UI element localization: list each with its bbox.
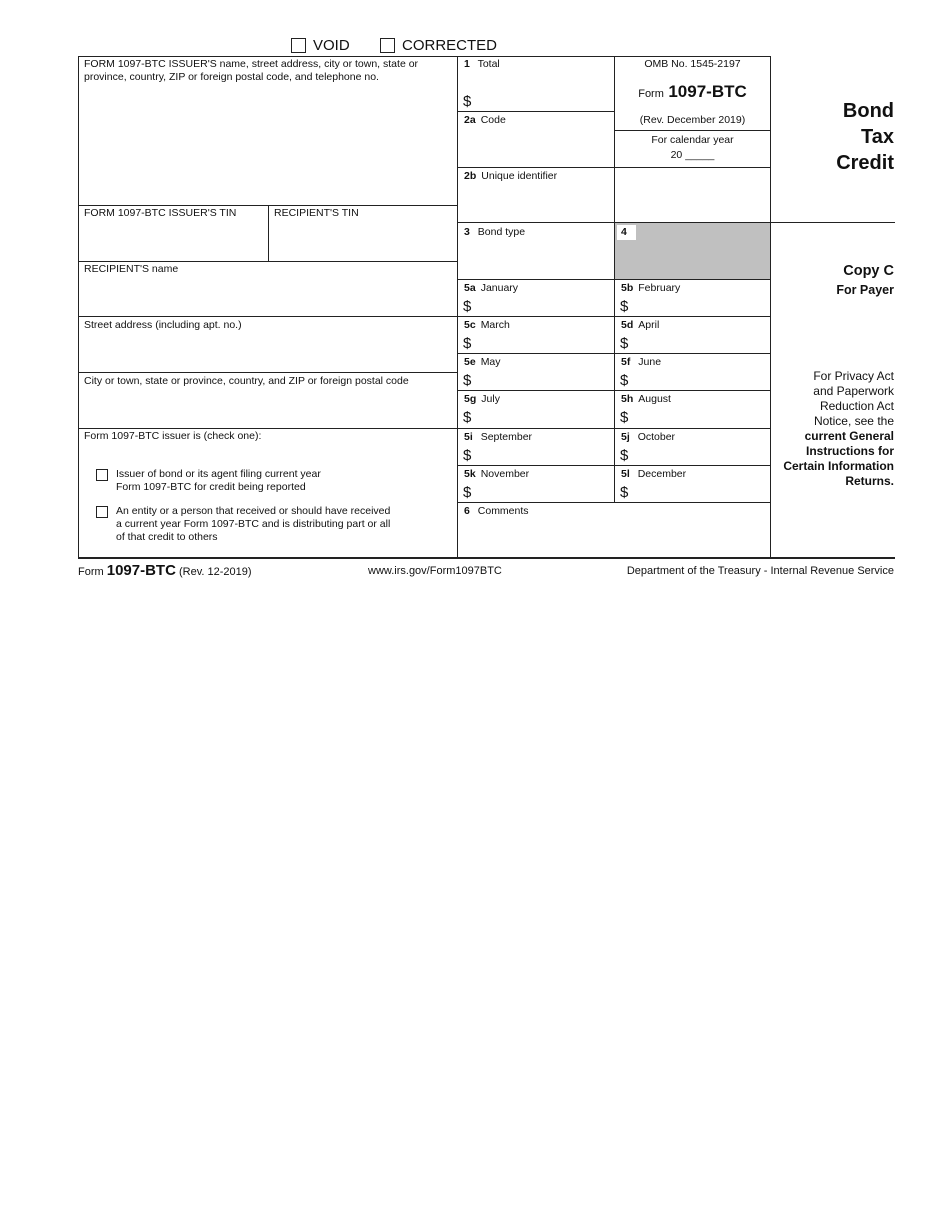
box-5h-text: August	[638, 393, 671, 405]
box-1-number: 1	[464, 58, 470, 70]
distributing-entity-checkbox[interactable]	[96, 506, 108, 518]
box-5k-november-field[interactable]	[475, 482, 611, 501]
box-5g-text: July	[481, 393, 500, 405]
city-state-field[interactable]	[79, 390, 457, 427]
issuer-info-field[interactable]	[79, 85, 457, 204]
box-3-bond-type-field[interactable]	[460, 242, 612, 277]
box-5f-label	[621, 356, 661, 369]
recipient-name-field[interactable]	[79, 278, 457, 315]
box-5f-june-field[interactable]	[632, 370, 768, 389]
box-5j-text: October	[637, 431, 676, 443]
distributing-entity-line2: a current year Form 1097-BTC and is distributing part or all	[116, 518, 391, 530]
box-2a-number: 2a	[464, 114, 476, 126]
form-name: 1097-BTC	[668, 82, 747, 101]
column-divider-1	[457, 56, 458, 558]
box-5i-label	[464, 431, 532, 444]
privacy-line6: Instructions for	[805, 444, 894, 458]
street-address-label: Street address (including apt. no.)	[84, 319, 242, 331]
box-5f-dollar: $	[620, 372, 629, 389]
box-5d-label	[621, 319, 659, 332]
void-checkbox[interactable]	[291, 38, 306, 53]
issuer-of-bond-line1: Issuer of bond or its agent filing current year	[116, 468, 321, 480]
box-5a-number: 5a	[464, 282, 476, 294]
column-divider-3	[770, 56, 771, 558]
privacy-line2: and Paperwork	[813, 384, 894, 398]
row-line	[78, 372, 458, 373]
issuer-of-bond-line2: Form 1097-BTC for credit being reported	[116, 481, 306, 493]
calendar-year-label: For calendar year	[651, 134, 734, 146]
side-title-line1: Bond	[842, 100, 894, 122]
privacy-notice	[783, 369, 894, 489]
box-5e-text: May	[480, 356, 501, 368]
for-payer-label: For Payer	[836, 283, 894, 297]
form-word: Form	[638, 88, 664, 100]
row-line	[457, 279, 771, 280]
box-5k-number: 5k	[464, 468, 476, 480]
box-5l-dollar: $	[620, 484, 629, 501]
box-2b-identifier-field[interactable]	[460, 186, 768, 220]
row-line	[457, 390, 771, 391]
box-5g-label	[464, 393, 500, 406]
box-5d-number: 5d	[621, 319, 634, 331]
issuer-of-bond-checkbox[interactable]	[96, 469, 108, 481]
box-5l-text: December	[637, 468, 687, 480]
side-title-line3: Credit	[836, 152, 894, 174]
box-5c-march-field[interactable]	[475, 333, 611, 352]
void-label: VOID	[313, 37, 350, 54]
row-line	[457, 502, 771, 503]
box-5j-october-field[interactable]	[632, 445, 768, 464]
box-5b-label	[621, 282, 680, 295]
row-line	[457, 428, 771, 429]
box-6-label	[464, 505, 529, 518]
form-top-border	[78, 56, 771, 57]
box-5e-number: 5e	[464, 356, 476, 368]
box-6-number: 6	[464, 505, 470, 517]
box-5k-dollar: $	[463, 484, 472, 501]
form-title	[615, 82, 770, 102]
box-5i-number: 5i	[464, 431, 473, 443]
box-4-number: 4	[621, 226, 627, 238]
box-5l-number: 5l	[621, 468, 630, 480]
year-prefix: 20	[670, 149, 683, 161]
box-5j-label	[621, 431, 675, 444]
box-5c-label	[464, 319, 510, 332]
corrected-checkbox[interactable]	[380, 38, 395, 53]
box-5g-july-field[interactable]	[475, 407, 611, 426]
issuer-tin-field[interactable]	[79, 222, 267, 260]
box-1-dollar: $	[463, 93, 472, 110]
box-2b-number: 2b	[464, 170, 477, 182]
box-5b-dollar: $	[620, 298, 629, 315]
row-line	[457, 111, 615, 112]
box-5i-september-field[interactable]	[475, 445, 611, 464]
box-5d-text: April	[638, 319, 660, 331]
footer-form-word: Form	[78, 566, 104, 578]
side-title-line2: Tax	[861, 126, 894, 148]
row-line	[614, 130, 771, 131]
box-5c-text: March	[480, 319, 510, 331]
row-line	[78, 261, 458, 262]
box-3-text: Bond type	[477, 226, 526, 238]
issuer-type-label: Form 1097-BTC issuer is (check one):	[84, 430, 262, 442]
footer-form-id	[78, 562, 252, 579]
issuer-tin-label: FORM 1097-BTC ISSUER'S TIN	[84, 207, 237, 219]
box-6-comments-field[interactable]	[460, 520, 768, 555]
box-5h-august-field[interactable]	[632, 407, 768, 426]
box-5a-label	[464, 282, 518, 295]
box-5g-dollar: $	[463, 409, 472, 426]
row-line	[457, 353, 771, 354]
box-2a-code-field[interactable]	[460, 130, 612, 165]
box-1-total-field[interactable]	[475, 90, 611, 110]
privacy-line4: Notice, see the	[813, 414, 894, 428]
box-4-label	[621, 226, 632, 239]
box-5d-dollar: $	[620, 335, 629, 352]
box-5h-number: 5h	[621, 393, 634, 405]
box-5h-label	[621, 393, 671, 406]
box-2a-label	[464, 114, 506, 127]
form-bottom-border	[78, 557, 895, 559]
box-5e-may-field[interactable]	[475, 370, 611, 389]
distributing-entity-line3: of that credit to others	[116, 531, 218, 543]
box-5i-dollar: $	[463, 447, 472, 464]
box-5c-number: 5c	[464, 319, 476, 331]
box-5l-december-field[interactable]	[632, 482, 768, 501]
recipient-tin-field[interactable]	[269, 222, 457, 260]
box-5a-dollar: $	[463, 298, 472, 315]
row-line	[78, 428, 458, 429]
footer-department: Department of the Treasury - Internal Revenue Service	[626, 565, 894, 577]
privacy-line7: Certain Information	[783, 459, 894, 473]
box-5b-number: 5b	[621, 282, 634, 294]
city-state-label: City or town, state or province, country, and ZIP or foreign postal code	[84, 375, 409, 387]
box-5k-label	[464, 468, 529, 481]
box-5b-text: February	[638, 282, 681, 294]
privacy-line3: Reduction Act	[819, 399, 894, 413]
box-5c-dollar: $	[463, 335, 472, 352]
row-line	[78, 316, 458, 317]
box-5l-label	[621, 468, 686, 481]
box-5g-number: 5g	[464, 393, 477, 405]
box-5f-text: June	[638, 356, 662, 368]
row-line	[457, 465, 771, 466]
box-1-label	[464, 58, 500, 71]
form-side-title	[836, 98, 894, 176]
box-5a-january-field[interactable]	[475, 296, 611, 315]
corrected-label: CORRECTED	[402, 37, 498, 54]
box-5j-dollar: $	[620, 447, 629, 464]
box-5d-april-field[interactable]	[632, 333, 768, 352]
calendar-year-field[interactable]	[615, 149, 770, 162]
box-3-label	[464, 226, 525, 239]
box-5k-text: November	[480, 468, 530, 480]
box-4-shaded	[615, 223, 770, 279]
box-2a-text: Code	[480, 114, 506, 126]
street-address-field[interactable]	[79, 334, 457, 371]
box-2b-text: Unique identifier	[481, 170, 558, 182]
privacy-line5: current General	[804, 429, 894, 443]
box-5j-number: 5j	[621, 431, 630, 443]
recipient-name-label: RECIPIENT'S name	[84, 263, 179, 275]
recipient-tin-label: RECIPIENT'S TIN	[274, 207, 359, 219]
row-line	[457, 316, 771, 317]
year-blank: _____	[685, 149, 715, 161]
footer-form-name: 1097-BTC	[106, 562, 176, 579]
issuer-info-label: FORM 1097-BTC ISSUER'S name, street address, city or town, state or province, country, ZIP or foreign postal code, and telephone no.	[84, 58, 419, 83]
footer-revision: (Rev. 12-2019)	[179, 566, 252, 578]
box-5e-dollar: $	[463, 372, 472, 389]
box-2b-label	[464, 170, 557, 183]
row-line	[78, 205, 458, 206]
revision-date: (Rev. December 2019)	[639, 114, 746, 126]
box-5f-number: 5f	[621, 356, 631, 368]
box-5h-dollar: $	[620, 409, 629, 426]
box-5b-february-field[interactable]	[632, 296, 768, 315]
distributing-entity-line1: An entity or a person that received or should have received	[116, 505, 391, 517]
privacy-line8: Returns.	[845, 474, 894, 488]
box-5i-text: September	[480, 431, 533, 443]
row-line	[457, 167, 771, 168]
copy-label: Copy C	[843, 263, 894, 279]
footer-url[interactable]: www.irs.gov/Form1097BTC	[368, 565, 502, 577]
box-5e-label	[464, 356, 501, 369]
privacy-line1: For Privacy Act	[813, 369, 894, 383]
box-5a-text: January	[480, 282, 519, 294]
omb-number: OMB No. 1545-2197	[644, 58, 741, 70]
box-6-text: Comments	[477, 505, 529, 517]
box-1-text: Total	[477, 58, 500, 70]
box-3-number: 3	[464, 226, 470, 238]
